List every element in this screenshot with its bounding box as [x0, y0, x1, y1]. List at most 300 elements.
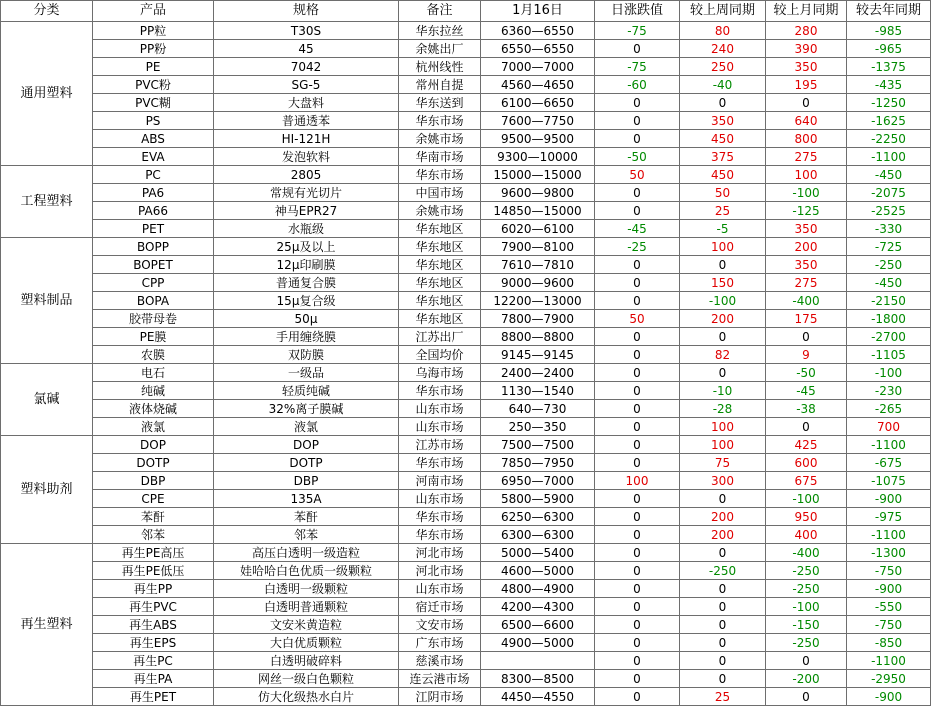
cell-note[interactable]: 河北市场: [399, 562, 481, 580]
cell-spec[interactable]: 白透明普通颗粒: [214, 598, 399, 616]
cell-price[interactable]: 6300—6300: [481, 526, 595, 544]
cell-note[interactable]: 山东市场: [399, 490, 481, 508]
cell-price[interactable]: 9300—10000: [481, 148, 595, 166]
cell-daily-change[interactable]: 0: [595, 94, 680, 112]
cell-note[interactable]: 文安市场: [399, 616, 481, 634]
cell-vs-last-week[interactable]: 200: [680, 508, 766, 526]
cell-vs-last-week[interactable]: 375: [680, 148, 766, 166]
cell-price[interactable]: 9145—9145: [481, 346, 595, 364]
cell-price[interactable]: 7500—7500: [481, 436, 595, 454]
cell-vs-last-year[interactable]: -450: [847, 274, 931, 292]
cell-spec[interactable]: 苯酐: [214, 508, 399, 526]
cell-note[interactable]: 华东市场: [399, 112, 481, 130]
cell-vs-last-year[interactable]: -850: [847, 634, 931, 652]
cell-price[interactable]: 4800—4900: [481, 580, 595, 598]
cell-product[interactable]: DOP: [93, 436, 214, 454]
cell-price[interactable]: [481, 652, 595, 670]
cell-vs-last-week[interactable]: 0: [680, 328, 766, 346]
header-daily-change[interactable]: 日涨跌值: [595, 1, 680, 22]
cell-product[interactable]: 再生PVC: [93, 598, 214, 616]
cell-spec[interactable]: 常规有光切片: [214, 184, 399, 202]
cell-vs-last-month[interactable]: 400: [766, 526, 847, 544]
cell-daily-change[interactable]: 0: [595, 508, 680, 526]
cell-price[interactable]: 7850—7950: [481, 454, 595, 472]
cell-product[interactable]: PA6: [93, 184, 214, 202]
cell-vs-last-week[interactable]: 25: [680, 688, 766, 706]
cell-product[interactable]: PA66: [93, 202, 214, 220]
cell-daily-change[interactable]: 0: [595, 112, 680, 130]
cell-note[interactable]: 华东市场: [399, 454, 481, 472]
cell-vs-last-month[interactable]: -50: [766, 364, 847, 382]
cell-daily-change[interactable]: 0: [595, 346, 680, 364]
cell-product[interactable]: 邻苯: [93, 526, 214, 544]
cell-price[interactable]: 7610—7810: [481, 256, 595, 274]
cell-product[interactable]: 胶带母卷: [93, 310, 214, 328]
cell-vs-last-year[interactable]: -550: [847, 598, 931, 616]
cell-note[interactable]: 余姚市场: [399, 130, 481, 148]
cell-vs-last-month[interactable]: 425: [766, 436, 847, 454]
cell-price[interactable]: 4900—5000: [481, 634, 595, 652]
cell-vs-last-month[interactable]: 9: [766, 346, 847, 364]
cell-daily-change[interactable]: -25: [595, 238, 680, 256]
cell-product[interactable]: 再生PET: [93, 688, 214, 706]
cell-vs-last-month[interactable]: -100: [766, 598, 847, 616]
cell-note[interactable]: 江苏市场: [399, 436, 481, 454]
cell-vs-last-year[interactable]: -2950: [847, 670, 931, 688]
cell-price[interactable]: 6100—6650: [481, 94, 595, 112]
cell-note[interactable]: 华东市场: [399, 508, 481, 526]
header-product[interactable]: 产品: [93, 1, 214, 22]
cell-vs-last-week[interactable]: 100: [680, 418, 766, 436]
cell-price[interactable]: 7000—7000: [481, 58, 595, 76]
cell-daily-change[interactable]: 0: [595, 436, 680, 454]
cell-vs-last-month[interactable]: 800: [766, 130, 847, 148]
cell-spec[interactable]: 双防膜: [214, 346, 399, 364]
cell-spec[interactable]: 网丝一级白色颗粒: [214, 670, 399, 688]
cell-price[interactable]: 8300—8500: [481, 670, 595, 688]
cell-vs-last-week[interactable]: 200: [680, 526, 766, 544]
cell-vs-last-year[interactable]: -1375: [847, 58, 931, 76]
cell-vs-last-month[interactable]: -400: [766, 544, 847, 562]
cell-note[interactable]: 慈溪市场: [399, 652, 481, 670]
cell-daily-change[interactable]: 0: [595, 400, 680, 418]
category-cell[interactable]: 工程塑料: [1, 166, 93, 238]
cell-daily-change[interactable]: -75: [595, 22, 680, 40]
cell-price[interactable]: 6360—6550: [481, 22, 595, 40]
cell-vs-last-week[interactable]: 0: [680, 94, 766, 112]
cell-vs-last-year[interactable]: -265: [847, 400, 931, 418]
cell-note[interactable]: 华东地区: [399, 220, 481, 238]
cell-vs-last-year[interactable]: -1105: [847, 346, 931, 364]
cell-vs-last-week[interactable]: 0: [680, 256, 766, 274]
cell-vs-last-month[interactable]: 640: [766, 112, 847, 130]
cell-note[interactable]: 华东送到: [399, 94, 481, 112]
cell-price[interactable]: 6550—6550: [481, 40, 595, 58]
cell-vs-last-week[interactable]: 0: [680, 580, 766, 598]
cell-spec[interactable]: 大白优质颗粒: [214, 634, 399, 652]
cell-product[interactable]: 再生PP: [93, 580, 214, 598]
cell-vs-last-year[interactable]: -900: [847, 490, 931, 508]
cell-vs-last-month[interactable]: 675: [766, 472, 847, 490]
cell-note[interactable]: 杭州线性: [399, 58, 481, 76]
cell-product[interactable]: PVC粉: [93, 76, 214, 94]
cell-product[interactable]: PVC糊: [93, 94, 214, 112]
cell-daily-change[interactable]: 0: [595, 526, 680, 544]
cell-note[interactable]: 华东市场: [399, 166, 481, 184]
cell-note[interactable]: 宿迁市场: [399, 598, 481, 616]
cell-note[interactable]: 华东地区: [399, 274, 481, 292]
header-note[interactable]: 备注: [399, 1, 481, 22]
category-cell[interactable]: 塑料制品: [1, 238, 93, 364]
cell-vs-last-month[interactable]: -400: [766, 292, 847, 310]
cell-vs-last-month[interactable]: 275: [766, 148, 847, 166]
cell-vs-last-month[interactable]: 175: [766, 310, 847, 328]
cell-spec[interactable]: 一级品: [214, 364, 399, 382]
cell-note[interactable]: 山东市场: [399, 400, 481, 418]
cell-daily-change[interactable]: 0: [595, 580, 680, 598]
cell-product[interactable]: PE: [93, 58, 214, 76]
cell-price[interactable]: 6250—6300: [481, 508, 595, 526]
cell-vs-last-month[interactable]: 950: [766, 508, 847, 526]
cell-product[interactable]: CPE: [93, 490, 214, 508]
cell-spec[interactable]: 高压白透明一级造粒: [214, 544, 399, 562]
cell-spec[interactable]: T30S: [214, 22, 399, 40]
cell-price[interactable]: 7800—7900: [481, 310, 595, 328]
cell-vs-last-year[interactable]: -900: [847, 688, 931, 706]
cell-vs-last-year[interactable]: -900: [847, 580, 931, 598]
cell-spec[interactable]: 普通复合膜: [214, 274, 399, 292]
cell-vs-last-week[interactable]: 0: [680, 598, 766, 616]
cell-product[interactable]: BOPP: [93, 238, 214, 256]
cell-spec[interactable]: DOP: [214, 436, 399, 454]
cell-vs-last-year[interactable]: -2525: [847, 202, 931, 220]
cell-product[interactable]: PP粒: [93, 22, 214, 40]
cell-vs-last-year[interactable]: -1100: [847, 526, 931, 544]
header-date[interactable]: 1月16日: [481, 1, 595, 22]
cell-price[interactable]: 2400—2400: [481, 364, 595, 382]
cell-vs-last-year[interactable]: -2700: [847, 328, 931, 346]
cell-product[interactable]: PE膜: [93, 328, 214, 346]
cell-daily-change[interactable]: 0: [595, 292, 680, 310]
cell-vs-last-week[interactable]: 75: [680, 454, 766, 472]
cell-price[interactable]: 14850—15000: [481, 202, 595, 220]
cell-daily-change[interactable]: 0: [595, 616, 680, 634]
cell-vs-last-year[interactable]: -675: [847, 454, 931, 472]
cell-vs-last-week[interactable]: 80: [680, 22, 766, 40]
cell-note[interactable]: 华东市场: [399, 382, 481, 400]
cell-note[interactable]: 华东地区: [399, 256, 481, 274]
cell-spec[interactable]: 32%离子膜碱: [214, 400, 399, 418]
cell-spec[interactable]: 15μ复合级: [214, 292, 399, 310]
cell-daily-change[interactable]: 0: [595, 490, 680, 508]
cell-product[interactable]: 农膜: [93, 346, 214, 364]
cell-vs-last-week[interactable]: -28: [680, 400, 766, 418]
cell-vs-last-year[interactable]: -725: [847, 238, 931, 256]
cell-note[interactable]: 常州自提: [399, 76, 481, 94]
cell-product[interactable]: PC: [93, 166, 214, 184]
cell-daily-change[interactable]: -50: [595, 148, 680, 166]
cell-spec[interactable]: 2805: [214, 166, 399, 184]
cell-vs-last-month[interactable]: -250: [766, 634, 847, 652]
cell-spec[interactable]: DBP: [214, 472, 399, 490]
cell-vs-last-month[interactable]: -38: [766, 400, 847, 418]
cell-vs-last-year[interactable]: -975: [847, 508, 931, 526]
cell-vs-last-year[interactable]: -250: [847, 256, 931, 274]
cell-daily-change[interactable]: -45: [595, 220, 680, 238]
cell-product[interactable]: DBP: [93, 472, 214, 490]
cell-daily-change[interactable]: 100: [595, 472, 680, 490]
cell-spec[interactable]: 神马EPR27: [214, 202, 399, 220]
cell-spec[interactable]: 12μ印刷膜: [214, 256, 399, 274]
cell-spec[interactable]: 25μ及以上: [214, 238, 399, 256]
cell-vs-last-week[interactable]: 450: [680, 130, 766, 148]
cell-vs-last-month[interactable]: 0: [766, 328, 847, 346]
cell-vs-last-year[interactable]: -1100: [847, 436, 931, 454]
cell-daily-change[interactable]: 0: [595, 454, 680, 472]
cell-product[interactable]: 再生ABS: [93, 616, 214, 634]
cell-daily-change[interactable]: 0: [595, 652, 680, 670]
cell-spec[interactable]: 50μ: [214, 310, 399, 328]
cell-spec[interactable]: 7042: [214, 58, 399, 76]
cell-product[interactable]: PS: [93, 112, 214, 130]
cell-price[interactable]: 6500—6600: [481, 616, 595, 634]
cell-vs-last-week[interactable]: 25: [680, 202, 766, 220]
cell-daily-change[interactable]: -75: [595, 58, 680, 76]
cell-note[interactable]: 河北市场: [399, 544, 481, 562]
cell-vs-last-month[interactable]: 390: [766, 40, 847, 58]
cell-vs-last-month[interactable]: -125: [766, 202, 847, 220]
cell-note[interactable]: 山东市场: [399, 580, 481, 598]
cell-spec[interactable]: 大盘料: [214, 94, 399, 112]
cell-vs-last-week[interactable]: 0: [680, 490, 766, 508]
cell-spec[interactable]: 娃哈哈白色优质一级颗粒: [214, 562, 399, 580]
cell-vs-last-month[interactable]: 0: [766, 652, 847, 670]
cell-vs-last-month[interactable]: 350: [766, 58, 847, 76]
cell-daily-change[interactable]: 0: [595, 40, 680, 58]
cell-vs-last-year[interactable]: -1800: [847, 310, 931, 328]
cell-price[interactable]: 7600—7750: [481, 112, 595, 130]
cell-daily-change[interactable]: 0: [595, 544, 680, 562]
cell-daily-change[interactable]: 0: [595, 274, 680, 292]
cell-daily-change[interactable]: 50: [595, 166, 680, 184]
cell-vs-last-week[interactable]: 350: [680, 112, 766, 130]
cell-price[interactable]: 4600—5000: [481, 562, 595, 580]
cell-product[interactable]: PET: [93, 220, 214, 238]
cell-vs-last-month[interactable]: 0: [766, 418, 847, 436]
cell-vs-last-week[interactable]: 200: [680, 310, 766, 328]
cell-vs-last-week[interactable]: 50: [680, 184, 766, 202]
cell-vs-last-month[interactable]: -150: [766, 616, 847, 634]
cell-daily-change[interactable]: 0: [595, 670, 680, 688]
cell-daily-change[interactable]: 0: [595, 328, 680, 346]
cell-vs-last-week[interactable]: -40: [680, 76, 766, 94]
cell-spec[interactable]: 白透明一级颗粒: [214, 580, 399, 598]
cell-price[interactable]: 6020—6100: [481, 220, 595, 238]
header-vs-last-week[interactable]: 较上周同期: [680, 1, 766, 22]
cell-vs-last-month[interactable]: 195: [766, 76, 847, 94]
cell-price[interactable]: 9000—9600: [481, 274, 595, 292]
cell-vs-last-month[interactable]: 350: [766, 256, 847, 274]
cell-spec[interactable]: HI-121H: [214, 130, 399, 148]
cell-product[interactable]: 纯碱: [93, 382, 214, 400]
cell-spec[interactable]: SG-5: [214, 76, 399, 94]
cell-price[interactable]: 6950—7000: [481, 472, 595, 490]
cell-note[interactable]: 广东市场: [399, 634, 481, 652]
cell-spec[interactable]: 邻苯: [214, 526, 399, 544]
cell-price[interactable]: 250—350: [481, 418, 595, 436]
cell-daily-change[interactable]: 0: [595, 202, 680, 220]
cell-vs-last-month[interactable]: -250: [766, 580, 847, 598]
cell-vs-last-year[interactable]: -965: [847, 40, 931, 58]
cell-daily-change[interactable]: 0: [595, 562, 680, 580]
header-spec[interactable]: 规格: [214, 1, 399, 22]
cell-vs-last-week[interactable]: 150: [680, 274, 766, 292]
cell-note[interactable]: 连云港市场: [399, 670, 481, 688]
cell-vs-last-month[interactable]: -100: [766, 490, 847, 508]
header-vs-last-month[interactable]: 较上月同期: [766, 1, 847, 22]
cell-vs-last-week[interactable]: 0: [680, 364, 766, 382]
cell-vs-last-year[interactable]: -1625: [847, 112, 931, 130]
cell-price[interactable]: 15000—15000: [481, 166, 595, 184]
cell-vs-last-year[interactable]: -435: [847, 76, 931, 94]
cell-product[interactable]: PP粉: [93, 40, 214, 58]
cell-vs-last-month[interactable]: 0: [766, 94, 847, 112]
cell-vs-last-week[interactable]: 250: [680, 58, 766, 76]
cell-note[interactable]: 华东市场: [399, 526, 481, 544]
header-vs-last-year[interactable]: 较去年同期: [847, 1, 931, 22]
cell-price[interactable]: 1130—1540: [481, 382, 595, 400]
cell-note[interactable]: 乌海市场: [399, 364, 481, 382]
cell-spec[interactable]: 轻质纯碱: [214, 382, 399, 400]
cell-daily-change[interactable]: 0: [595, 598, 680, 616]
cell-vs-last-week[interactable]: -100: [680, 292, 766, 310]
cell-vs-last-year[interactable]: -1300: [847, 544, 931, 562]
cell-daily-change[interactable]: 0: [595, 688, 680, 706]
cell-daily-change[interactable]: 50: [595, 310, 680, 328]
cell-vs-last-week[interactable]: -5: [680, 220, 766, 238]
cell-vs-last-month[interactable]: 350: [766, 220, 847, 238]
cell-spec[interactable]: 白透明破碎料: [214, 652, 399, 670]
cell-daily-change[interactable]: 0: [595, 418, 680, 436]
cell-vs-last-month[interactable]: 280: [766, 22, 847, 40]
cell-daily-change[interactable]: 0: [595, 634, 680, 652]
cell-vs-last-week[interactable]: -250: [680, 562, 766, 580]
cell-vs-last-week[interactable]: 450: [680, 166, 766, 184]
cell-note[interactable]: 全国均价: [399, 346, 481, 364]
cell-vs-last-year[interactable]: -1075: [847, 472, 931, 490]
cell-product[interactable]: 液氯: [93, 418, 214, 436]
cell-spec[interactable]: 文安米黄造粒: [214, 616, 399, 634]
cell-product[interactable]: 再生PC: [93, 652, 214, 670]
cell-vs-last-week[interactable]: 0: [680, 544, 766, 562]
cell-product[interactable]: ABS: [93, 130, 214, 148]
cell-vs-last-month[interactable]: 600: [766, 454, 847, 472]
cell-daily-change[interactable]: 0: [595, 256, 680, 274]
cell-vs-last-week[interactable]: 0: [680, 634, 766, 652]
cell-vs-last-month[interactable]: 200: [766, 238, 847, 256]
cell-product[interactable]: 再生PA: [93, 670, 214, 688]
cell-product[interactable]: CPP: [93, 274, 214, 292]
cell-note[interactable]: 余姚出厂: [399, 40, 481, 58]
cell-vs-last-year[interactable]: -2250: [847, 130, 931, 148]
cell-vs-last-week[interactable]: -10: [680, 382, 766, 400]
cell-vs-last-week[interactable]: 0: [680, 616, 766, 634]
cell-note[interactable]: 江阴市场: [399, 688, 481, 706]
cell-vs-last-month[interactable]: -200: [766, 670, 847, 688]
cell-daily-change[interactable]: 0: [595, 130, 680, 148]
cell-note[interactable]: 河南市场: [399, 472, 481, 490]
cell-note[interactable]: 华东地区: [399, 238, 481, 256]
cell-product[interactable]: 液体烧碱: [93, 400, 214, 418]
category-cell[interactable]: 再生塑料: [1, 544, 93, 706]
cell-spec[interactable]: 水瓶级: [214, 220, 399, 238]
cell-price[interactable]: 5800—5900: [481, 490, 595, 508]
cell-spec[interactable]: 液氯: [214, 418, 399, 436]
cell-note[interactable]: 华东地区: [399, 292, 481, 310]
cell-product[interactable]: 再生PE高压: [93, 544, 214, 562]
cell-vs-last-week[interactable]: 240: [680, 40, 766, 58]
cell-spec[interactable]: 普通透苯: [214, 112, 399, 130]
cell-price[interactable]: 4560—4650: [481, 76, 595, 94]
category-cell[interactable]: 塑料助剂: [1, 436, 93, 544]
cell-daily-change[interactable]: 0: [595, 364, 680, 382]
cell-vs-last-month[interactable]: 275: [766, 274, 847, 292]
cell-vs-last-week[interactable]: 82: [680, 346, 766, 364]
cell-price[interactable]: 640—730: [481, 400, 595, 418]
cell-product[interactable]: 电石: [93, 364, 214, 382]
cell-vs-last-year[interactable]: -750: [847, 616, 931, 634]
cell-vs-last-week[interactable]: 300: [680, 472, 766, 490]
cell-vs-last-week[interactable]: 0: [680, 670, 766, 688]
cell-product[interactable]: DOTP: [93, 454, 214, 472]
cell-vs-last-year[interactable]: -985: [847, 22, 931, 40]
cell-product[interactable]: 苯酐: [93, 508, 214, 526]
cell-vs-last-year[interactable]: -2075: [847, 184, 931, 202]
cell-daily-change[interactable]: 0: [595, 184, 680, 202]
cell-vs-last-year[interactable]: -1100: [847, 148, 931, 166]
cell-price[interactable]: 5000—5400: [481, 544, 595, 562]
cell-note[interactable]: 山东市场: [399, 418, 481, 436]
cell-vs-last-week[interactable]: 100: [680, 238, 766, 256]
cell-note[interactable]: 余姚市场: [399, 202, 481, 220]
cell-note[interactable]: 华南市场: [399, 148, 481, 166]
cell-vs-last-month[interactable]: -250: [766, 562, 847, 580]
cell-product[interactable]: BOPA: [93, 292, 214, 310]
cell-vs-last-month[interactable]: -45: [766, 382, 847, 400]
cell-note[interactable]: 华东拉丝: [399, 22, 481, 40]
cell-product[interactable]: EVA: [93, 148, 214, 166]
cell-vs-last-year[interactable]: 700: [847, 418, 931, 436]
cell-price[interactable]: 9600—9800: [481, 184, 595, 202]
category-cell[interactable]: 氯碱: [1, 364, 93, 436]
header-category[interactable]: 分类: [1, 1, 93, 22]
cell-price[interactable]: 4200—4300: [481, 598, 595, 616]
cell-spec[interactable]: 45: [214, 40, 399, 58]
cell-vs-last-year[interactable]: -330: [847, 220, 931, 238]
cell-product[interactable]: 再生PE低压: [93, 562, 214, 580]
cell-vs-last-week[interactable]: 100: [680, 436, 766, 454]
cell-price[interactable]: 4450—4550: [481, 688, 595, 706]
cell-vs-last-year[interactable]: -100: [847, 364, 931, 382]
cell-spec[interactable]: 手用缠绕膜: [214, 328, 399, 346]
cell-vs-last-year[interactable]: -1250: [847, 94, 931, 112]
cell-note[interactable]: 江苏出厂: [399, 328, 481, 346]
cell-spec[interactable]: 135A: [214, 490, 399, 508]
cell-note[interactable]: 中国市场: [399, 184, 481, 202]
cell-vs-last-month[interactable]: -100: [766, 184, 847, 202]
cell-vs-last-year[interactable]: -450: [847, 166, 931, 184]
cell-vs-last-year[interactable]: -2150: [847, 292, 931, 310]
